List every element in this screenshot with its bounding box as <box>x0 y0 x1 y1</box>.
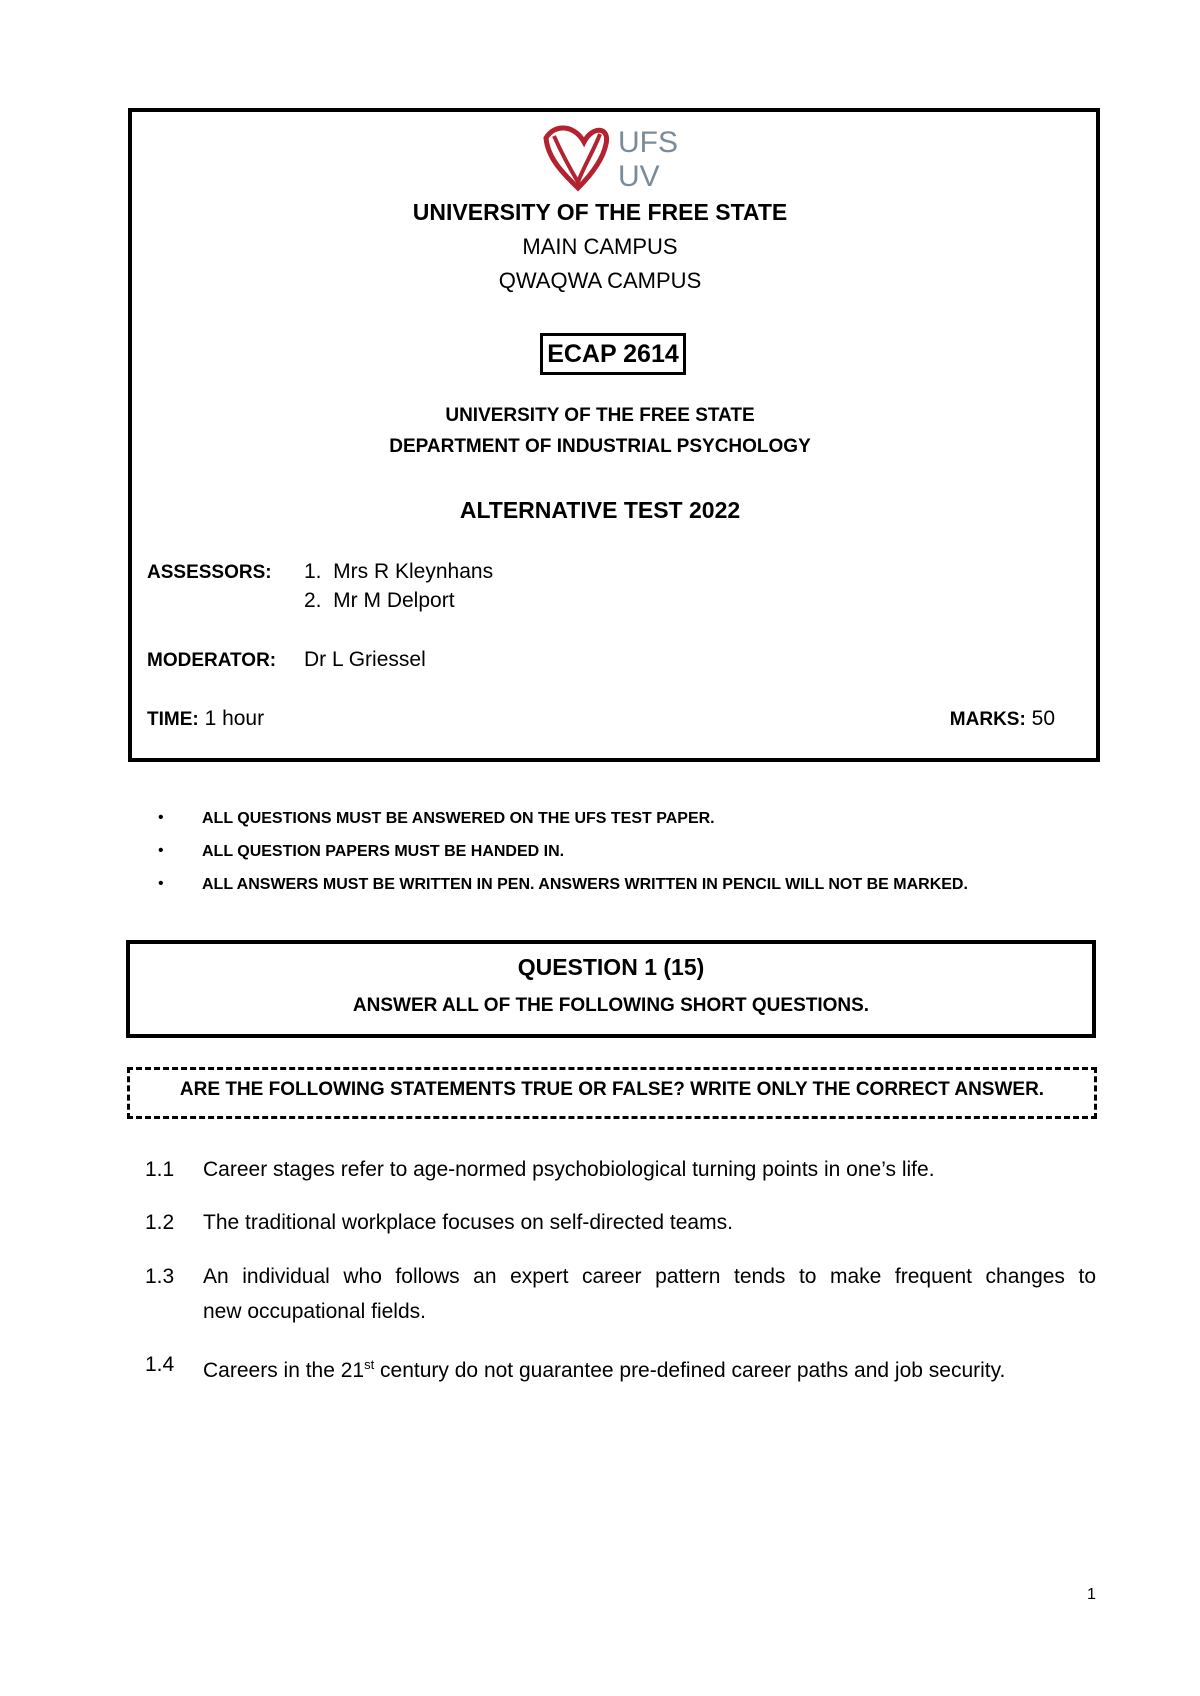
logo-text-ufs: UFS <box>618 126 678 159</box>
moderator-label: MODERATOR: <box>147 650 277 671</box>
course-code: ECAP 2614 <box>540 333 686 375</box>
question-subtitle: ANSWER ALL OF THE FOLLOWING SHORT QUESTIONS. <box>352 995 870 1016</box>
bullet-icon: • <box>158 809 164 826</box>
ufs-uv-logo-icon <box>540 120 700 192</box>
question-number: 1.1 <box>145 1158 175 1181</box>
test-title: ALTERNATIVE TEST 2022 <box>459 497 741 523</box>
bullet-icon: • <box>158 875 164 892</box>
time-label: TIME: <box>147 709 199 730</box>
question-text-post: century do not guarantee pre-defined career paths and job security. <box>374 1359 1006 1382</box>
assessors-label: ASSESSORS: <box>147 562 272 583</box>
ordinal-suffix: st <box>364 1357 375 1372</box>
instruction-item: ALL ANSWERS MUST BE WRITTEN IN PEN. ANSWERS WRITTEN IN PENCIL WILL NOT BE MARKED. <box>202 876 968 893</box>
page-number: 1 <box>1087 1586 1096 1603</box>
question-text: Career stages refer to age-normed psychobiological turning points in one’s life. <box>203 1158 935 1181</box>
assessor-1: 1. Mrs R Kleynhans <box>304 560 494 583</box>
instruction-text: ARE THE FOLLOWING STATEMENTS TRUE OR FALSE? WRITE ONLY THE CORRECT ANSWER. <box>179 1079 1045 1100</box>
bullet-icon: • <box>158 842 164 859</box>
instruction-item: ALL QUESTIONS MUST BE ANSWERED ON THE UFS TEST PAPER. <box>202 810 715 827</box>
marks-value: 50 <box>1031 707 1055 730</box>
main-campus: MAIN CAMPUS <box>522 234 678 259</box>
question-text: An individual who follows an expert career pattern tends to make frequent changes to <box>203 1265 1096 1288</box>
instruction-item: ALL QUESTION PAPERS MUST BE HANDED IN. <box>202 843 565 860</box>
university-title: UNIVERSITY OF THE FREE STATE <box>412 199 788 225</box>
question-text <box>203 1347 1096 1389</box>
university-subtitle: UNIVERSITY OF THE FREE STATE <box>445 405 755 426</box>
question-number: 1.4 <box>145 1353 175 1376</box>
question-text-continued: new occupational fields. <box>203 1300 426 1323</box>
time-field <box>147 707 264 731</box>
question-text: The traditional workplace focuses on self-directed teams. <box>203 1211 733 1234</box>
logo-text-uv: UV <box>618 160 660 192</box>
question-title: QUESTION 1 (15) <box>517 954 705 980</box>
assessor-2: 2. Mr M Delport <box>304 589 455 612</box>
question-number: 1.3 <box>145 1265 175 1288</box>
marks-field <box>950 707 1055 731</box>
question-number: 1.2 <box>145 1211 175 1234</box>
qwaqwa-campus: QWAQWA CAMPUS <box>498 268 702 293</box>
moderator-name: Dr L Griessel <box>304 648 426 671</box>
time-value: 1 hour <box>204 707 265 730</box>
question-text-pre: Careers in the 21 <box>203 1359 365 1382</box>
marks-label: MARKS: <box>949 709 1026 730</box>
department: DEPARTMENT OF INDUSTRIAL PSYCHOLOGY <box>389 436 811 457</box>
